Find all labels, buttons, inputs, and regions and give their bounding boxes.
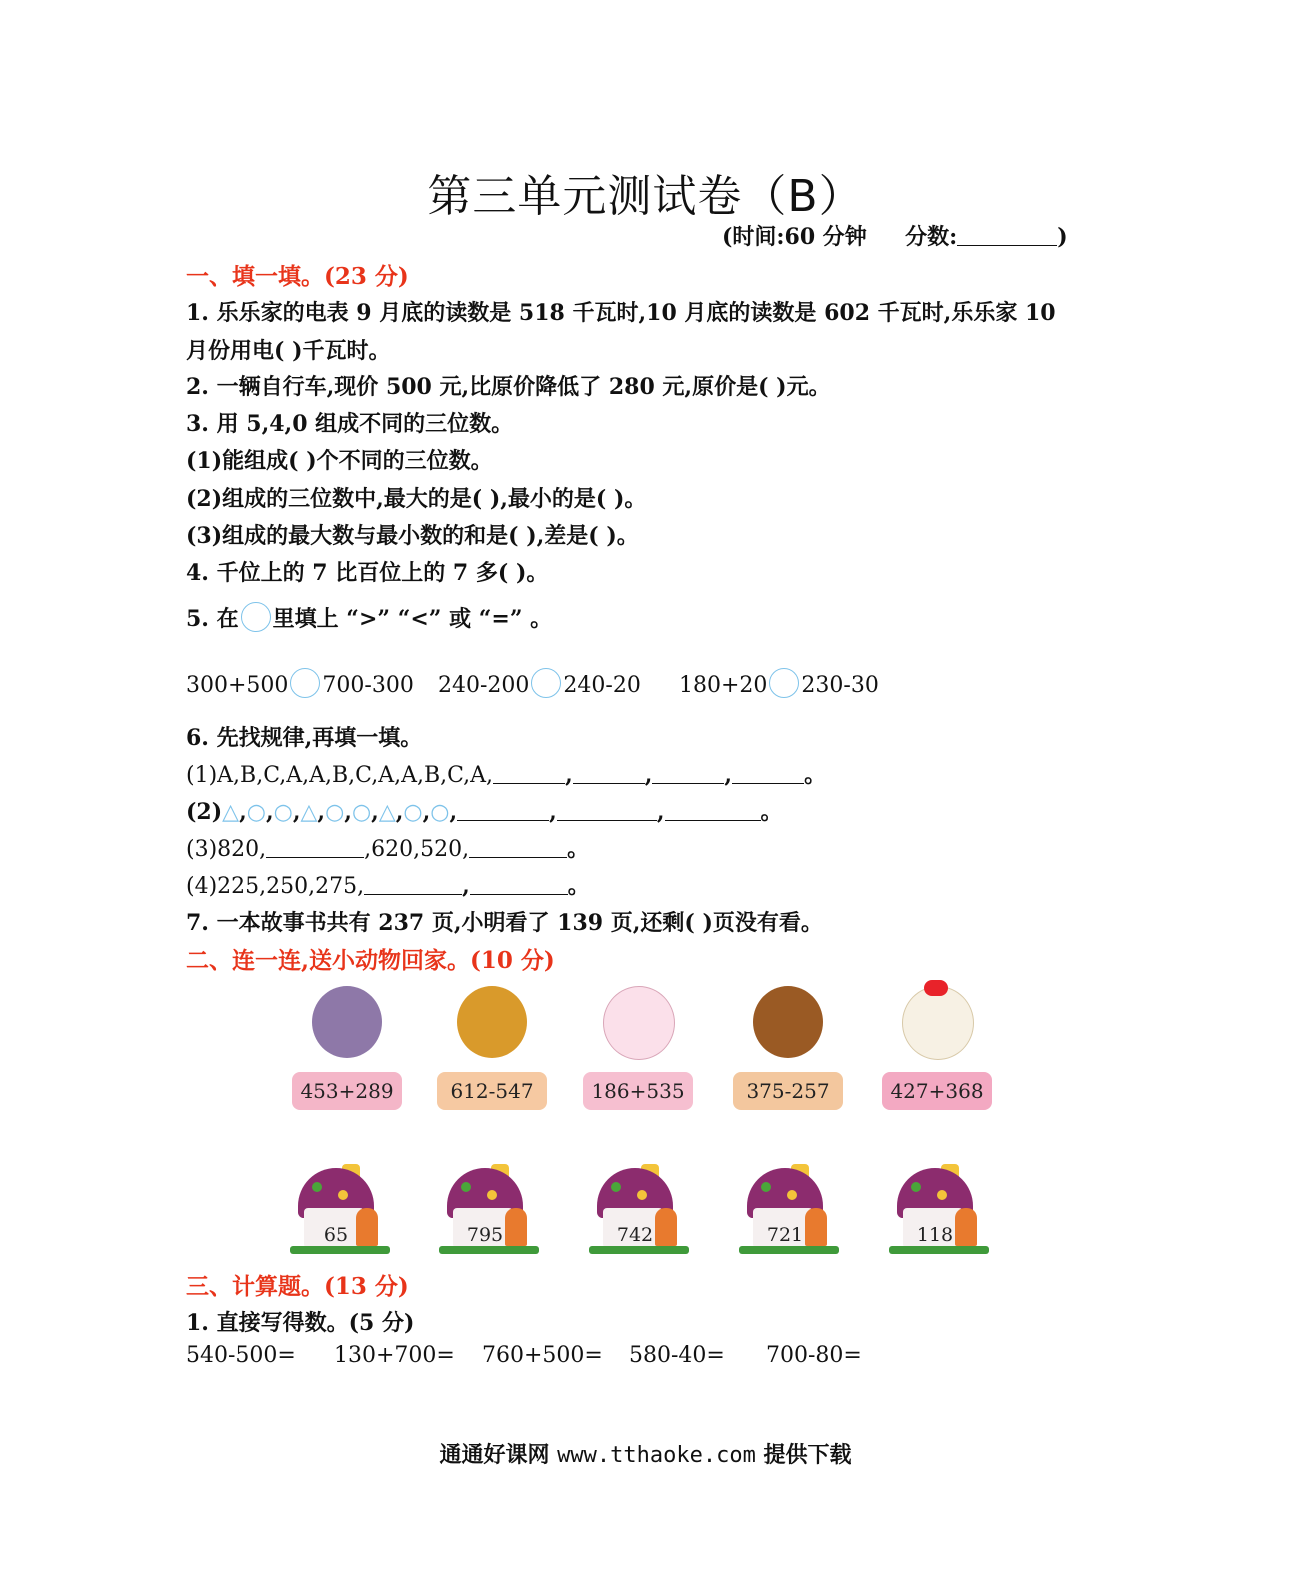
animal-card-horse[interactable] [437, 980, 547, 1110]
circle-icon: ○ [273, 800, 293, 825]
answer-blank[interactable] [557, 800, 657, 821]
time-label: (时间:60 分钟 [722, 224, 867, 250]
animal-expression: 427+368 [882, 1072, 992, 1110]
compare-item-3 [679, 668, 879, 698]
compare-circle-icon [241, 602, 271, 632]
question-5-post: 里填上 “>” “<” 或 “=” 。 [272, 606, 553, 632]
grass-icon [589, 1246, 689, 1254]
question-3: 3. 用 5,4,0 组成不同的三位数。 [186, 411, 514, 437]
compare-right: 700-300 [322, 673, 414, 698]
answer-blank[interactable] [364, 874, 462, 895]
calc-title: 1. 直接写得数。(5 分) [186, 1310, 415, 1336]
compare-left: 240-200 [438, 673, 530, 698]
question-1-line-a: 1. 乐乐家的电表 9 月底的读数是 518 千瓦时,10 月底的读数是 602 千瓦时,乐乐家 10 [186, 300, 1056, 326]
circle-icon: ○ [246, 800, 266, 825]
answer-blank[interactable] [470, 874, 568, 895]
score-blank[interactable] [957, 223, 1057, 246]
grass-icon [889, 1246, 989, 1254]
triangle-icon: △ [378, 800, 396, 825]
question-4: 4. 千位上的 7 比百位上的 7 多( )。 [186, 560, 549, 586]
circle-icon: ○ [351, 800, 372, 825]
footer [0, 1438, 1291, 1469]
compare-right: 240-20 [563, 673, 641, 698]
question-2: 2. 一辆自行车,现价 500 元,比原价降低了 280 元,原价是( )元。 [186, 374, 831, 400]
house-4[interactable] [739, 1168, 839, 1254]
house-number: 118 [916, 1224, 954, 1246]
circle-icon: ○ [403, 800, 423, 825]
section-3-heading: 三、计算题。(13 分) [186, 1273, 409, 1300]
question-5 [186, 602, 552, 633]
chicken-icon [902, 986, 974, 1060]
triangle-icon: △ [300, 800, 318, 825]
calc-item[interactable]: 760+500= [482, 1343, 603, 1368]
house-5[interactable] [889, 1168, 989, 1254]
mouse-icon [312, 986, 382, 1058]
question-6: 6. 先找规律,再填一填。 [186, 725, 423, 751]
chicken-comb-icon [924, 980, 948, 996]
question-1-line-b: 月份用电( )千瓦时。 [186, 338, 391, 364]
time-score-line [722, 220, 1068, 251]
grass-icon [739, 1246, 839, 1254]
animal-card-chicken[interactable] [882, 980, 992, 1110]
pattern-sequence-start: (3)820, [186, 837, 267, 862]
compare-item-1 [186, 668, 414, 698]
house-3[interactable] [589, 1168, 689, 1254]
pattern-sequence-mid: ,620,520, [364, 837, 470, 862]
section-1-heading: 一、填一填。(23 分) [186, 263, 409, 290]
calc-item[interactable]: 580-40= [629, 1343, 725, 1368]
horse-icon [457, 986, 527, 1058]
question-6-2: (2)△,○,○,△,○,○,△,○,○, , , 。 [186, 799, 783, 825]
monkey-icon [753, 986, 823, 1058]
animal-card-sheep[interactable] [583, 980, 693, 1110]
compare-left: 180+20 [679, 673, 768, 698]
animal-card-monkey[interactable] [733, 980, 843, 1110]
question-5-pre: 5. 在 [186, 606, 239, 632]
compare-circle-input[interactable] [769, 668, 799, 698]
house-1[interactable] [290, 1168, 390, 1254]
grass-icon [290, 1246, 390, 1254]
answer-blank[interactable] [457, 800, 549, 821]
compare-circle-input[interactable] [290, 668, 320, 698]
animal-expression: 375-257 [733, 1072, 843, 1110]
answer-blank[interactable] [665, 800, 761, 821]
question-3-3: (3)组成的最大数与最小数的和是( ),差是( )。 [186, 523, 639, 549]
pattern-label: (2) [186, 799, 223, 825]
calc-item[interactable]: 130+700= [334, 1343, 455, 1368]
footer-site-name: 通通好课网 [439, 1442, 550, 1468]
compare-circle-input[interactable] [531, 668, 561, 698]
footer-url-link[interactable]: www.tthaoke.com [557, 1443, 756, 1468]
question-6-3: (3)820, ,620,520, 。 [186, 836, 590, 862]
calc-item[interactable]: 700-80= [766, 1343, 862, 1368]
circle-icon: ○ [325, 800, 345, 825]
close-paren: ) [1057, 224, 1068, 250]
question-3-2: (2)组成的三位数中,最大的是( ),最小的是( )。 [186, 486, 647, 512]
calc-item[interactable]: 540-500= [186, 1343, 296, 1368]
question-6-4: (4)225,250,275, , 。 [186, 873, 590, 899]
grass-icon [439, 1246, 539, 1254]
triangle-icon: △ [222, 800, 240, 825]
animal-expression: 612-547 [437, 1072, 547, 1110]
answer-blank[interactable] [266, 837, 364, 858]
answer-blank[interactable] [732, 763, 804, 784]
house-2[interactable] [439, 1168, 539, 1254]
question-3-1: (1)能组成( )个不同的三位数。 [186, 448, 493, 474]
score-label: 分数: [905, 224, 958, 250]
footer-provide-text: 提供下载 [763, 1442, 852, 1468]
pattern-sequence: (1)A,B,C,A,A,B,C,A,A,B,C,A, [186, 763, 494, 788]
section-2-heading: 二、连一连,送小动物回家。(10 分) [186, 947, 555, 974]
animal-expression: 186+535 [583, 1072, 693, 1110]
page-title: 第三单元测试卷（B） [427, 171, 864, 222]
answer-blank[interactable] [652, 763, 724, 784]
house-number: 742 [616, 1224, 654, 1246]
compare-item-2 [438, 668, 641, 698]
answer-blank[interactable] [493, 763, 565, 784]
animal-card-mouse[interactable] [292, 980, 402, 1110]
house-number: 721 [766, 1224, 804, 1246]
circle-icon: ○ [430, 800, 450, 825]
answer-blank[interactable] [469, 837, 567, 858]
pattern-sequence: (4)225,250,275, [186, 874, 365, 899]
question-6-1: (1)A,B,C,A,A,B,C,A,A,B,C,A, , , , 。 [186, 762, 827, 788]
question-7: 7. 一本故事书共有 237 页,小明看了 139 页,还剩( )页没有看。 [186, 910, 823, 936]
answer-blank[interactable] [573, 763, 645, 784]
house-number: 795 [466, 1224, 504, 1246]
animal-expression: 453+289 [292, 1072, 402, 1110]
house-number: 65 [323, 1224, 349, 1246]
compare-left: 300+500 [186, 673, 289, 698]
sheep-icon [603, 986, 675, 1060]
compare-right: 230-30 [801, 673, 879, 698]
